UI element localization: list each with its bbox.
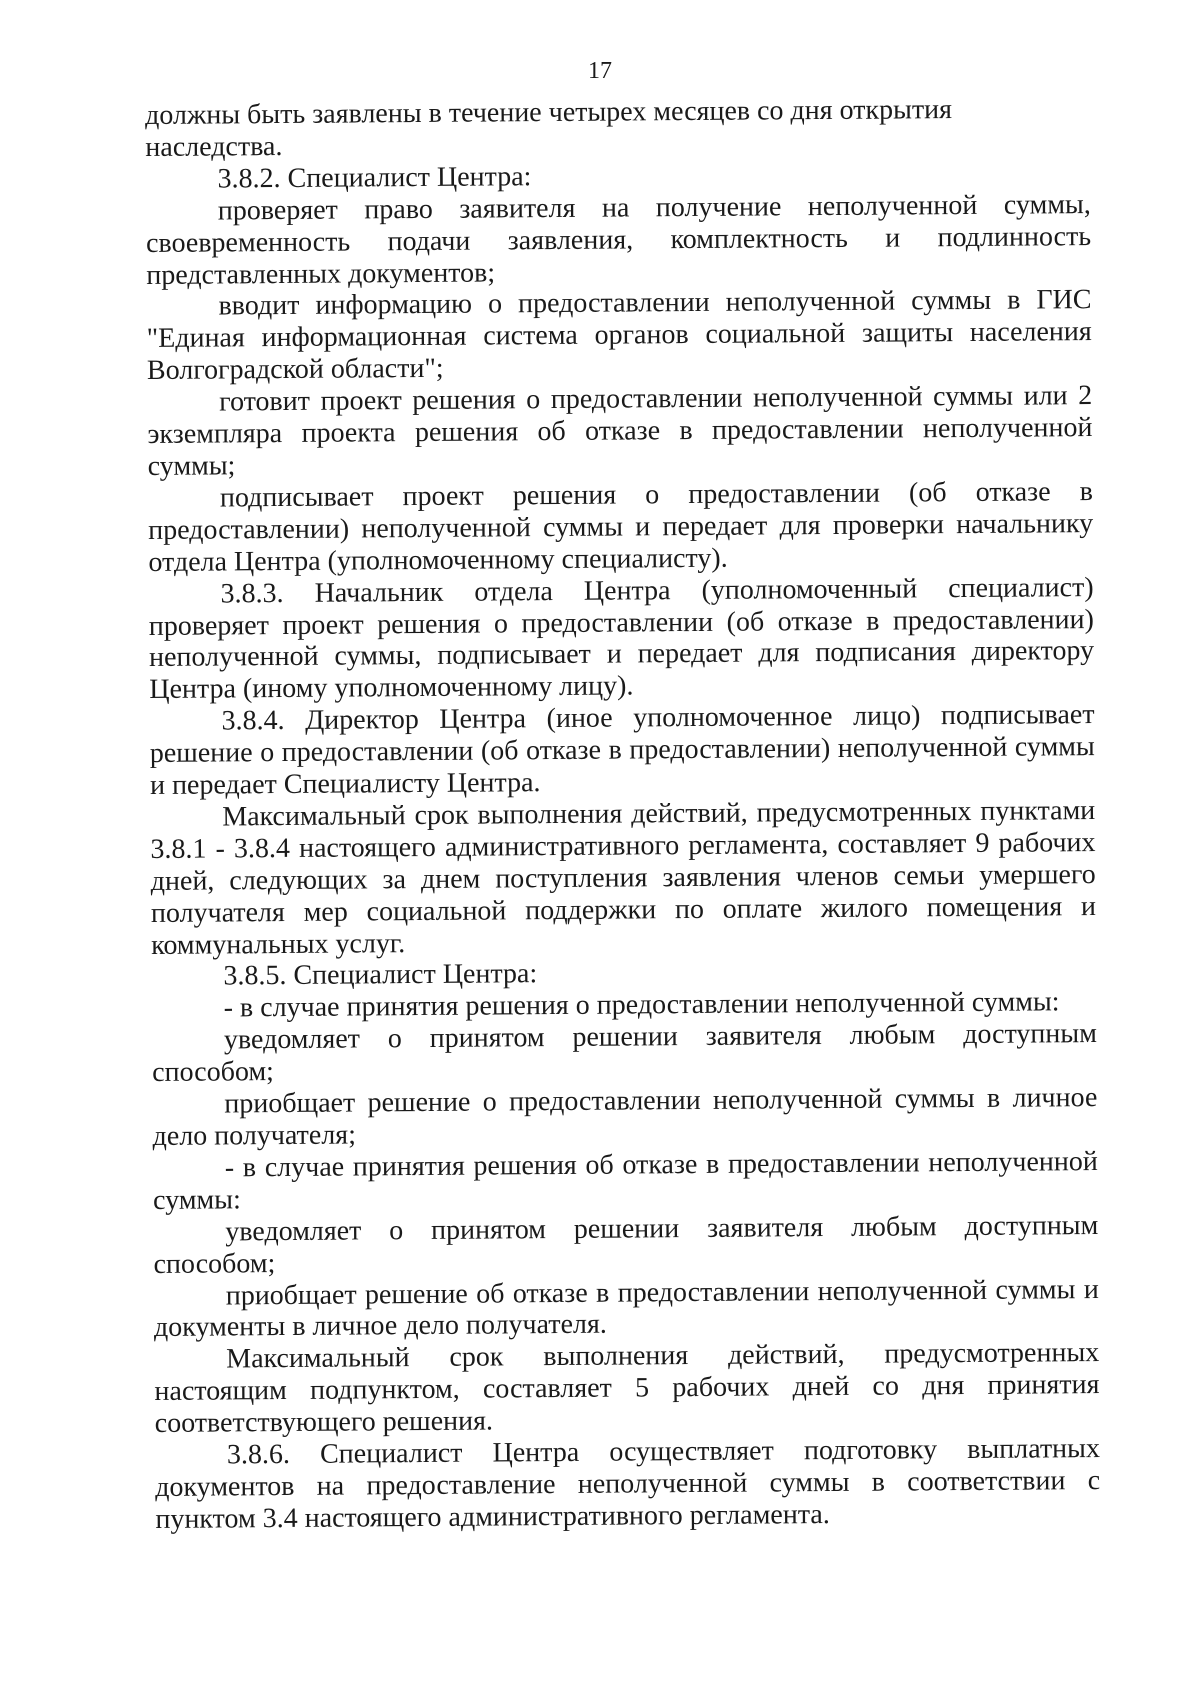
- paragraph: 3.8.4. Директор Центра (иное уполномоченное лицо) подписывает решение о предоставлении (об отказе в предоставлении) неполученной суммы и передает Специалисту Центра.: [149, 699, 1095, 802]
- paragraph: Максимальный срок выполнения действий, предусмотренных настоящим подпунктом, составляет 5 рабочих дней со дня принятия соответствующего решения.: [154, 1337, 1100, 1440]
- paragraph: 3.8.3. Начальник отдела Центра (уполномоченный специалист) проверяет проект решения о предоставлении (об отказе в предоставлении) неполученной суммы, подписывает и передает для подписания директору Центра (иному уполномоченному лицу).: [148, 571, 1095, 706]
- paragraph: вводит информацию о предоставлении неполученной суммы в ГИС "Единая информационная система органов социальной защиты населения Волгоградской области";: [146, 284, 1092, 387]
- paragraph: Максимальный срок выполнения действий, предусмотренных пунктами 3.8.1 - 3.8.4 настоящего административного регламента, составляет 9 рабочих дней, следующих за днем поступления заявления членов семьи умершего получателя мер социальной поддержки по оплате жилого помещения и коммунальных услуг.: [150, 794, 1097, 961]
- paragraph: проверяет право заявителя на получение неполученной суммы, своевременность подачи заявления, комплектность и подлинность представленных документов;: [145, 188, 1092, 291]
- paragraph: 3.8.5. Специалист Центра:: [223, 958, 538, 992]
- paragraph: уведомляет о принятом решении заявителя любым доступным способом;: [152, 1018, 1097, 1089]
- paragraph: должны быть заявлены в течение четырех месяцев со дня открытия наследства.: [145, 94, 953, 163]
- paragraph: готовит проект решения о предоставлении неполученной суммы или 2 экземпляра проекта решения об отказе в предоставлении неполученной суммы;: [147, 380, 1093, 482]
- paragraph: 3.8.6. Специалист Центра осуществляет подготовку выплатных документов на предоставление неполученной суммы в соответствии с пунктом 3.4 настоящего административного регламента.: [155, 1433, 1101, 1535]
- paragraph: - в случае принятия решения о предоставлении неполученной суммы:: [223, 986, 1060, 1024]
- document-body: [145, 93, 1100, 1536]
- paragraph: подписывает проект решения о предоставлении (об отказе в предоставлении) неполученной суммы и передает для проверки начальнику отдела Центра (уполномоченному специалисту).: [148, 475, 1094, 578]
- paragraph: 3.8.2. Специалист Центра:: [217, 160, 532, 195]
- page-number: 17: [588, 58, 612, 84]
- paragraph: приобщает решение о предоставлении неполученной суммы в личное дело получателя;: [152, 1082, 1098, 1152]
- paragraph: - в случае принятия решения об отказе в предоставлении неполученной суммы:: [152, 1145, 1098, 1216]
- paragraph: приобщает решение об отказе в предоставлении неполученной суммы и документы в личное дело получателя.: [153, 1273, 1099, 1344]
- paragraph: уведомляет о принятом решении заявителя любым доступным способом;: [153, 1209, 1099, 1280]
